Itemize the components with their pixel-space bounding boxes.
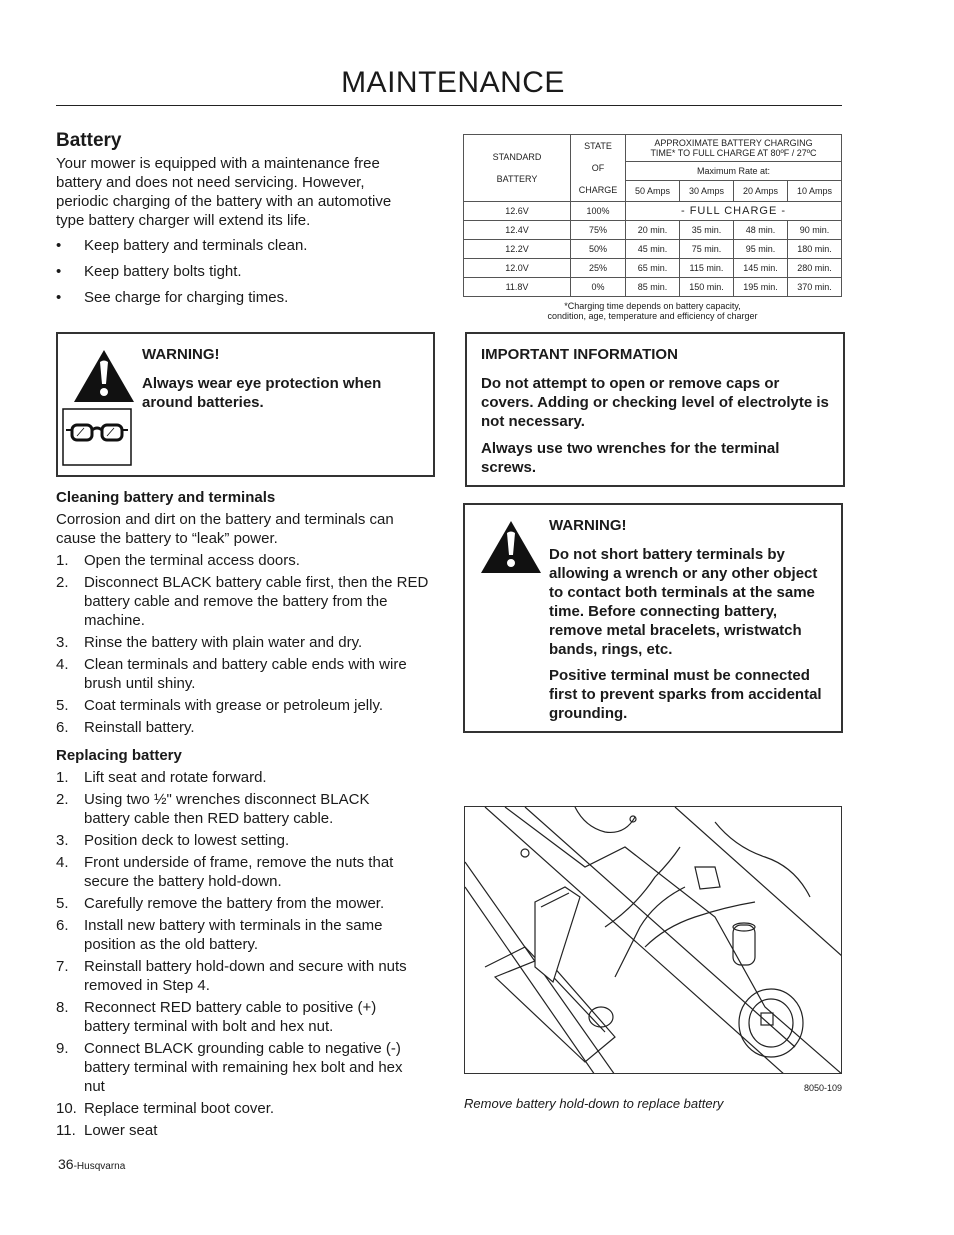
- warning2-paragraph-2: Positive terminal must be connected first to prevent sparks from accidental grounding.: [549, 667, 822, 722]
- table-cell: 145 min.: [733, 259, 787, 278]
- table-cell: 195 min.: [733, 278, 787, 297]
- list-item: 1. Open the terminal access doors.: [56, 552, 300, 569]
- important-paragraph-1: Do not attempt to open or remove caps or covers. Adding or checking level of electrolyte is not necessary.: [481, 375, 829, 430]
- table-header-rate: 30 Amps: [679, 180, 733, 201]
- list-item: 5. Carefully remove the battery from the mower.: [56, 895, 385, 912]
- list-item: 11. Lower seat: [56, 1122, 158, 1139]
- list-item: 3. Position deck to lowest setting.: [56, 832, 290, 849]
- battery-heading: Battery: [56, 130, 122, 151]
- table-footnote: *Charging time depends on battery capacity, condition, age, temperature and efficiency of charger: [547, 301, 758, 321]
- figure-caption: Remove battery hold-down to replace battery: [464, 1096, 724, 1111]
- list-item: 4. Front underside of frame, remove the nuts that secure the battery hold-down.: [56, 854, 394, 890]
- warning1-title: WARNING!: [142, 346, 220, 363]
- table-cell: 11.8V: [464, 278, 571, 297]
- table-cell: 50%: [571, 240, 626, 259]
- table-cell: 45 min.: [626, 240, 680, 259]
- table-row: [464, 259, 842, 278]
- list-item: • Keep battery and terminals clean.: [56, 237, 308, 254]
- page-number: 36: [58, 1156, 74, 1172]
- title-divider: [56, 105, 842, 106]
- list-item: 9. Connect BLACK grounding cable to negative (-) battery terminal with remaining hex bolt and hex nut: [56, 1040, 403, 1095]
- warning-triangle-icon: [74, 350, 134, 402]
- replacing-steps-list: [56, 768, 416, 1143]
- list-item: 10. Replace terminal boot cover.: [56, 1100, 275, 1117]
- safety-glasses-icon: [62, 408, 132, 466]
- table-cell: 35 min.: [679, 221, 733, 240]
- list-item: 6. Install new battery with terminals in the same position as the old battery.: [56, 917, 383, 953]
- table-header-rate: 50 Amps: [626, 180, 680, 201]
- table-row: [464, 240, 842, 259]
- warning-terminals-box: [463, 503, 843, 733]
- table-cell: 48 min.: [733, 221, 787, 240]
- list-item: 5. Coat terminals with grease or petroleum jelly.: [56, 697, 384, 714]
- table-cell: 12.4V: [464, 221, 571, 240]
- table-cell: 370 min.: [787, 278, 841, 297]
- important-information-box: [465, 332, 845, 487]
- list-item: 3. Rinse the battery with plain water and dry.: [56, 634, 363, 651]
- table-cell: 65 min.: [626, 259, 680, 278]
- page-footer: [58, 1156, 125, 1174]
- table-cell: 100%: [571, 202, 626, 221]
- table-row: [464, 221, 842, 240]
- full-charge-cell: - FULL CHARGE -: [626, 202, 842, 221]
- table-cell: 12.6V: [464, 202, 571, 221]
- list-item: 7. Reinstall battery hold-down and secure with nuts removed in Step 4.: [56, 958, 407, 994]
- brand-label: -Husqvarna: [73, 1161, 126, 1172]
- list-item: 2. Disconnect BLACK battery cable first, then the RED battery cable and remove the battery from the machine.: [56, 574, 429, 629]
- table-cell: 12.0V: [464, 259, 571, 278]
- table-cell: 115 min.: [679, 259, 733, 278]
- list-item: 8. Reconnect RED battery cable to positive (+) battery terminal with bolt and hex nut.: [56, 999, 377, 1035]
- warning1-text: Always wear eye protection when around batteries.: [142, 375, 382, 411]
- replacing-heading: Replacing battery: [56, 747, 182, 764]
- important-title: IMPORTANT INFORMATION: [481, 346, 678, 363]
- table-cell: 25%: [571, 259, 626, 278]
- table-header-rate: 20 Amps: [733, 180, 787, 201]
- list-item: 6. Reinstall battery.: [56, 719, 195, 736]
- table-cell: 280 min.: [787, 259, 841, 278]
- table-header-charging-time: APPROXIMATE BATTERY CHARGING TIME* TO FULL CHARGE AT 80ºF / 27ºC: [626, 135, 842, 162]
- table-header-rate: 10 Amps: [787, 180, 841, 201]
- list-item: 4. Clean terminals and battery cable ends with wire brush until shiny.: [56, 656, 407, 692]
- table-cell: 180 min.: [787, 240, 841, 259]
- table-header-state-of-charge: STATE OF CHARGE: [571, 135, 626, 202]
- table-cell: 75%: [571, 221, 626, 240]
- list-item: • See charge for charging times.: [56, 289, 289, 306]
- table-cell: 150 min.: [679, 278, 733, 297]
- figure-code: 8050-109: [803, 1083, 842, 1093]
- table-cell: 20 min.: [626, 221, 680, 240]
- battery-figure: [464, 806, 842, 1074]
- battery-holddown-illustration: [465, 807, 842, 1074]
- table-cell: 0%: [571, 278, 626, 297]
- battery-bullet-list: [56, 236, 426, 314]
- table-cell: 12.2V: [464, 240, 571, 259]
- page-title: MAINTENANCE: [341, 66, 565, 99]
- table-cell: 95 min.: [733, 240, 787, 259]
- warning-eye-protection-box: [56, 332, 435, 477]
- table-header-standard-battery: STANDARD BATTERY: [464, 135, 571, 202]
- table-cell: 75 min.: [679, 240, 733, 259]
- cleaning-steps-list: [56, 551, 432, 740]
- list-item: • Keep battery bolts tight.: [56, 263, 242, 280]
- warning-triangle-icon: [481, 521, 541, 573]
- table-cell: 90 min.: [787, 221, 841, 240]
- list-item: 2. Using two ½" wrenches disconnect BLACK battery cable then RED battery cable.: [56, 791, 370, 827]
- table-header-max-rate: Maximum Rate at:: [626, 162, 842, 180]
- charging-time-table: [463, 134, 842, 297]
- warning2-paragraph-1: Do not short battery terminals by allowing a wrench or any other object to contact both terminals at the same time. Before connecting battery, remove metal bracelets, wristwatch bands, rings, etc.: [549, 546, 818, 658]
- table-row: [464, 202, 842, 221]
- cleaning-heading: Cleaning battery and terminals: [56, 489, 276, 506]
- important-paragraph-2: Always use two wrenches for the terminal screws.: [481, 440, 780, 476]
- list-item: 1. Lift seat and rotate forward.: [56, 769, 267, 786]
- warning2-title: WARNING!: [549, 517, 627, 534]
- cleaning-intro: Corrosion and dirt on the battery and terminals can cause the battery to “leak” power.: [56, 511, 394, 547]
- battery-intro: Your mower is equipped with a maintenance free battery and does not need servicing. However, periodic charging of the battery with an automotive type battery charger will extend its life.: [56, 155, 392, 229]
- table-cell: 85 min.: [626, 278, 680, 297]
- table-row: [464, 278, 842, 297]
